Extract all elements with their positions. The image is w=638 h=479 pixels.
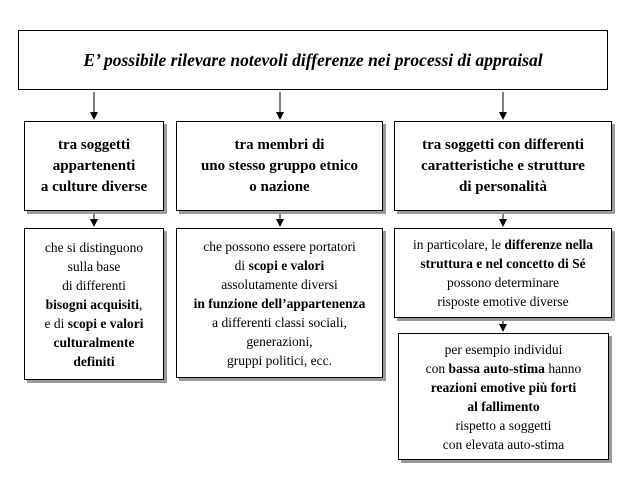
text-run: che possono essere portatori <box>203 238 356 254</box>
text-run: struttura e nel concetto di Sé <box>420 256 586 271</box>
description-line <box>177 294 382 313</box>
text-run: hanno <box>544 360 582 376</box>
description-line <box>25 238 163 257</box>
text-run: assolutamente diversi <box>221 276 338 292</box>
text-run: rispetto a soggetti <box>455 417 552 433</box>
description-line <box>177 332 382 351</box>
category-line: appartenenti <box>52 157 136 174</box>
text-run: a differenti classi sociali, <box>212 314 347 330</box>
description-line <box>395 235 611 254</box>
text-run: sulla base <box>67 258 121 274</box>
text-run: e di <box>44 315 68 331</box>
text-run: generazioni, <box>246 333 313 349</box>
text-run: definiti <box>73 353 115 369</box>
description-line <box>25 352 163 371</box>
category-box-ethnic-group <box>176 121 383 211</box>
category-line: uno stesso gruppo etnico <box>200 157 359 174</box>
text-run: reazioni emotive più forti <box>430 379 577 395</box>
text-run: possono determinare <box>446 275 560 290</box>
category-line: tra soggetti con differenti <box>422 136 584 153</box>
text-run: con elevata auto-stima <box>442 436 565 452</box>
diagram-title: E’ possibile rilevare notevoli differenze nei processi di appraisal <box>83 49 543 70</box>
text-run: al fallimento <box>467 398 540 414</box>
text-run: scopi e valori <box>67 315 144 331</box>
category-box-personality <box>394 121 612 211</box>
description-line <box>177 313 382 332</box>
description-line <box>395 254 611 273</box>
text-run: scopi e valori <box>248 257 325 273</box>
description-line <box>177 256 382 275</box>
text-run: bisogni acquisiti <box>45 296 140 312</box>
text-run: per esempio individui <box>444 341 563 357</box>
text-run: bassa auto-stima <box>448 360 545 376</box>
text-run: di differenti <box>62 277 126 293</box>
description-line <box>395 273 611 292</box>
description-line <box>177 237 382 256</box>
description-box-personality <box>394 228 612 318</box>
example-line <box>399 397 608 416</box>
description-line <box>25 295 163 314</box>
description-line <box>25 333 163 352</box>
category-line: a culture diverse <box>40 178 148 195</box>
text-run: con <box>425 360 449 376</box>
example-line <box>399 416 608 435</box>
example-line <box>399 378 608 397</box>
text-run: , <box>139 296 143 312</box>
category-line: di personalità <box>459 178 547 195</box>
example-line <box>399 359 608 378</box>
category-line: o nazione <box>249 178 310 195</box>
text-run: differenze nella <box>504 237 594 252</box>
text-run: risposte emotive diverse <box>437 294 569 309</box>
example-line <box>399 435 608 454</box>
category-box-cultures <box>24 121 164 211</box>
text-run: di <box>234 257 249 273</box>
description-line <box>177 351 382 370</box>
example-box <box>398 333 609 460</box>
description-line <box>395 292 611 311</box>
description-line <box>25 257 163 276</box>
description-box-cultures <box>24 228 164 380</box>
description-line <box>177 275 382 294</box>
text-run: gruppi politici, ecc. <box>227 352 332 368</box>
example-line <box>399 340 608 359</box>
text-run: in particolare, le <box>412 237 505 252</box>
category-line: caratteristiche e strutture <box>421 157 585 174</box>
title-box <box>18 30 608 90</box>
category-line: tra membri di <box>234 136 325 153</box>
description-line <box>25 314 163 333</box>
category-line: tra soggetti <box>57 136 131 153</box>
description-line <box>25 276 163 295</box>
description-box-ethnic-group <box>176 228 383 378</box>
text-run: culturalmente <box>53 334 135 350</box>
text-run: che si distinguono <box>44 239 144 255</box>
text-run: in funzione dell’appartenenza <box>193 295 366 311</box>
